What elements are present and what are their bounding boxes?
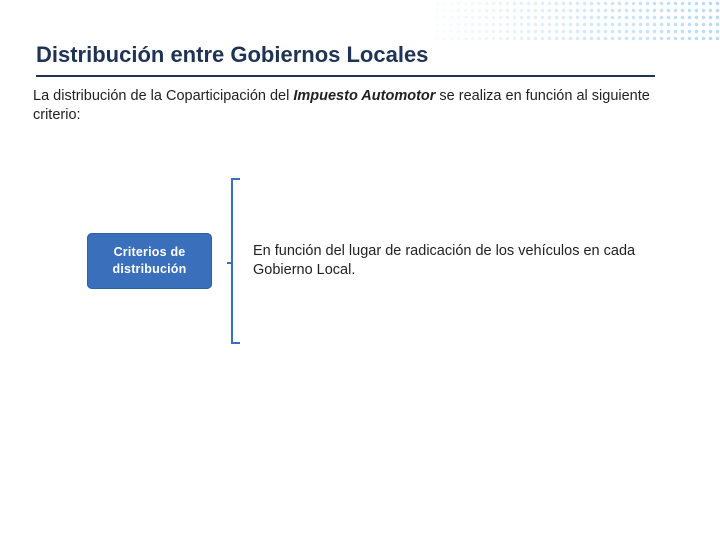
criteria-box	[87, 233, 212, 289]
intro-text-end: se realiza en función al siguiente criterio:	[33, 88, 650, 123]
criteria-description: En función del lugar de radicación de los vehículos en cada Gobierno Local.	[253, 243, 636, 278]
intro-text-start: La distribución de la Coparticipación del	[33, 88, 294, 104]
corner-dot-pattern	[420, 0, 720, 40]
left-bracket	[231, 178, 240, 344]
intro-emphasis: Impuesto Automotor	[293, 88, 436, 104]
criteria-label: Criterios de distribución	[112, 245, 187, 276]
title-underline	[36, 75, 655, 77]
intro-paragraph	[33, 87, 658, 125]
slide-title: Distribución entre Gobiernos Locales	[36, 42, 429, 67]
